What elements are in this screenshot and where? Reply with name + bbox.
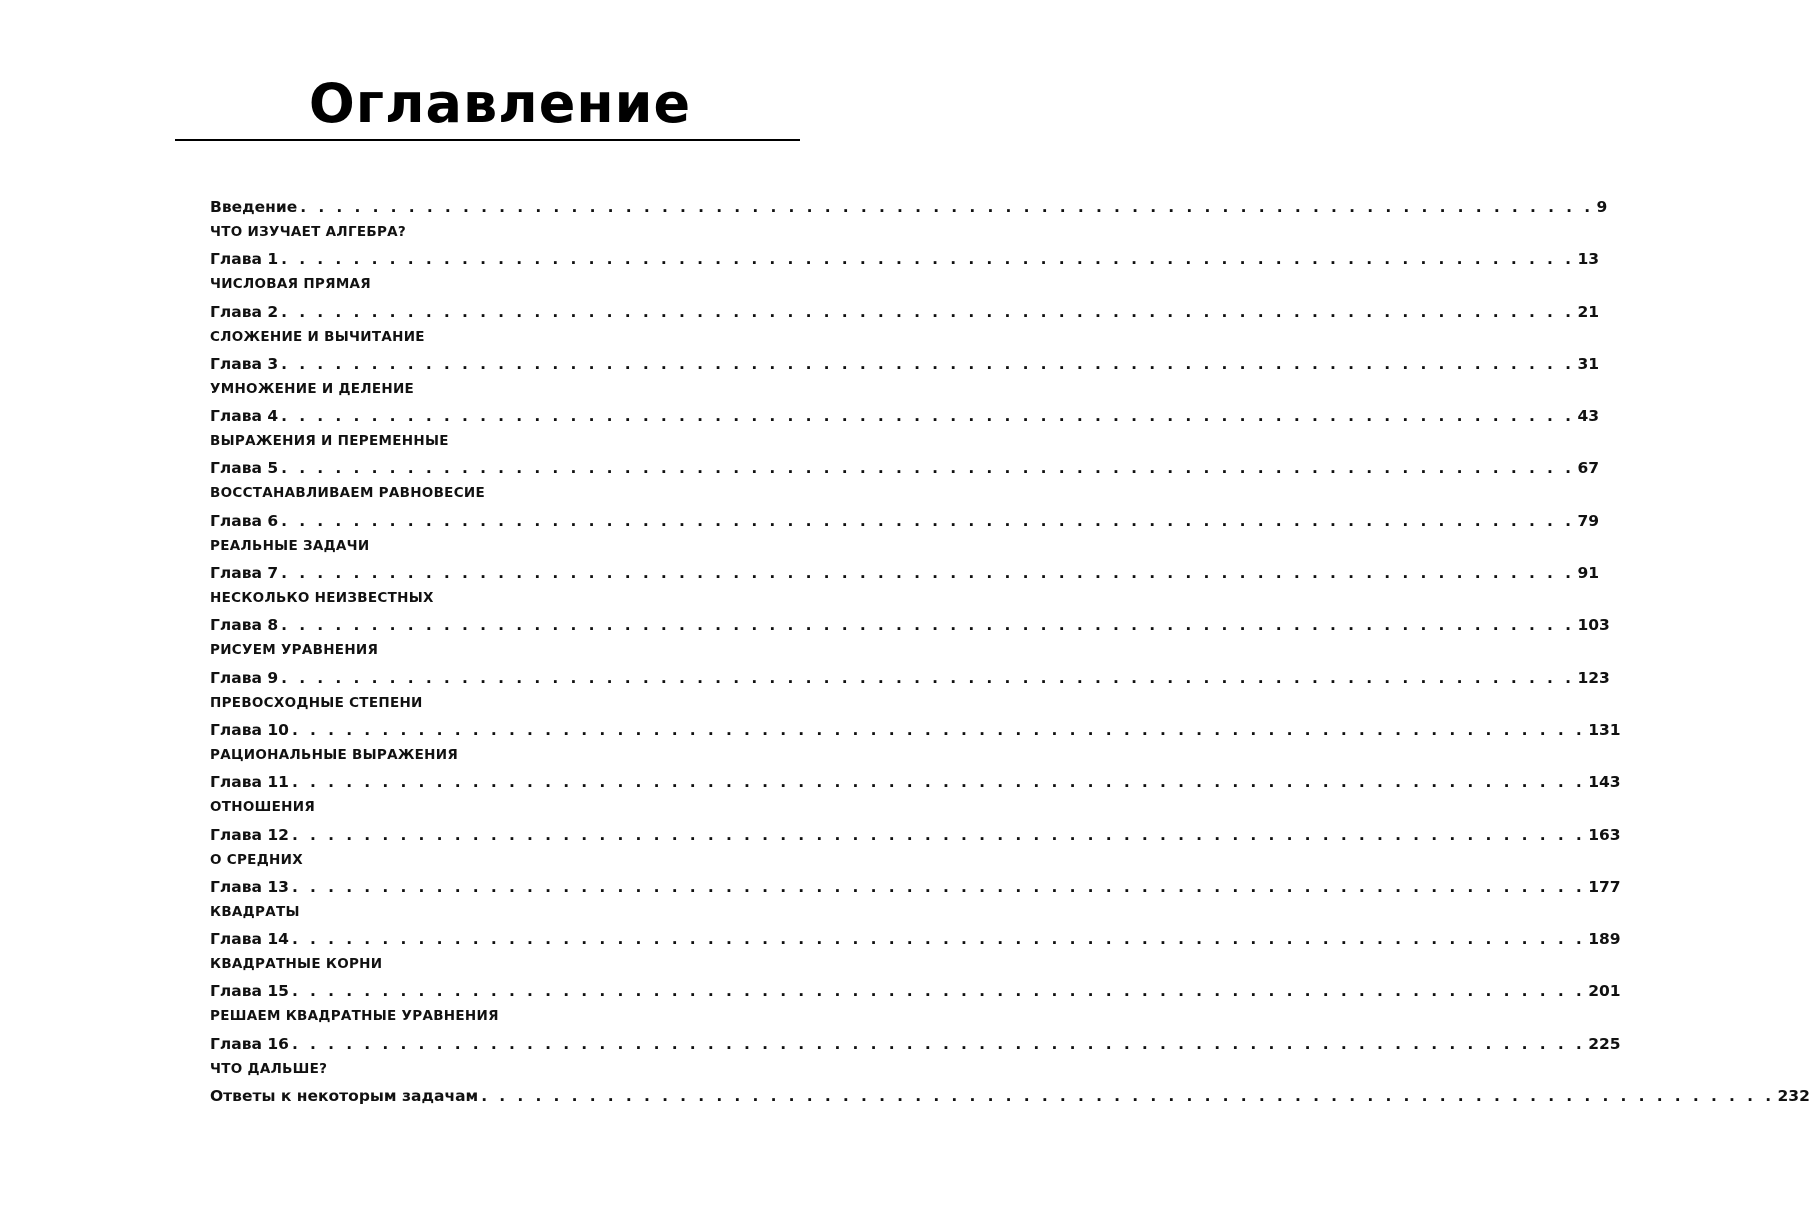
toc-page-number: 131 bbox=[1588, 720, 1621, 739]
dot-leader: . . . . . . . . . . . . . . . . . . . . . . . . . . . . . . . . . . . . . . . . . . . . . . . . . . . . . . . . . . . . . . . . . . . . . . . . bbox=[291, 930, 1586, 949]
dot-leader: . . . . . . . . . . . . . . . . . . . . . . . . . . . . . . . . . . . . . . . . . . . . . . . . . . . . . . . . . . . . . . . . . . . . . . . . bbox=[291, 877, 1586, 896]
toc-entry-label: Глава 1 bbox=[210, 250, 279, 269]
dot-leader: . . . . . . . . . . . . . . . . . . . . . . . . . . . . . . . . . . . . . . . . . . . . . . . . . . . . . . . . . . . . . . . . . . . . . . . . bbox=[291, 1034, 1586, 1053]
toc-page-number: 13 bbox=[1577, 250, 1600, 269]
dot-leader: . . . . . . . . . . . . . . . . . . . . . . . . . . . . . . . . . . . . . . . . . . . . . . . . . . . . . . . . . . . . . . . . . . . . . . . . bbox=[291, 982, 1586, 1001]
toc-entry-subtitle: УМНОЖЕНИЕ И ДЕЛЕНИЕ bbox=[210, 380, 415, 397]
dot-leader: . . . . . . . . . . . . . . . . . . . . . . . . . . . . . . . . . . . . . . . . . . . . . . . . . . . . . . . . . . . . . . . . . . . . . . . . bbox=[281, 459, 1575, 478]
toc-page-number: 163 bbox=[1588, 825, 1621, 844]
toc-entry-label: Глава 8 bbox=[210, 616, 279, 635]
toc-entry-label: Ответы к некоторым задачам bbox=[210, 1087, 479, 1106]
toc-entry-chapter-4[interactable] bbox=[210, 407, 1600, 459]
toc-entry-label: Глава 6 bbox=[210, 511, 279, 530]
toc-entry-label: Глава 3 bbox=[210, 354, 279, 373]
toc-page-number: 177 bbox=[1588, 877, 1621, 896]
dot-leader: . . . . . . . . . . . . . . . . . . . . . . . . . . . . . . . . . . . . . . . . . . . . . . . . . . . . . . . . . . . . . . . . . . . . . . . . bbox=[281, 302, 1575, 321]
toc-entry-subtitle: ВЫРАЖЕНИЯ И ПЕРЕМЕННЫЕ bbox=[210, 433, 449, 450]
toc-page-number: 31 bbox=[1577, 354, 1600, 373]
toc-entry-chapter-8[interactable] bbox=[210, 616, 1610, 668]
toc-entry-subtitle: О СРЕДНИХ bbox=[210, 851, 303, 868]
toc-page-number: 43 bbox=[1577, 407, 1600, 426]
toc-entry-label: Глава 9 bbox=[210, 668, 279, 687]
dot-leader: . . . . . . . . . . . . . . . . . . . . . . . . . . . . . . . . . . . . . . . . . . . . . . . . . . . . . . . . . . . . . . . . . . . . . . . . bbox=[291, 825, 1586, 844]
page-title: Оглавление bbox=[308, 72, 692, 135]
toc-page-number: 123 bbox=[1577, 668, 1610, 687]
toc-entry-chapter-9[interactable] bbox=[210, 668, 1610, 721]
toc-entry-label: Глава 12 bbox=[210, 825, 289, 844]
toc-page-number: 201 bbox=[1588, 982, 1621, 1001]
toc-entry-label: Глава 2 bbox=[210, 302, 279, 321]
toc-entry-subtitle: КВАДРАТЫ bbox=[210, 903, 300, 920]
toc-entry-chapter-15[interactable] bbox=[210, 982, 1621, 1034]
toc-entry-chapter-1[interactable] bbox=[210, 250, 1600, 302]
toc-entry-chapter-3[interactable] bbox=[210, 354, 1600, 407]
dot-leader: . . . . . . . . . . . . . . . . . . . . . . . . . . . . . . . . . . . . . . . . . . . . . . . . . . . . . . . . . . . . . . . . . . . . . . . . bbox=[281, 668, 1575, 687]
dot-leader: . . . . . . . . . . . . . . . . . . . . . . . . . . . . . . . . . . . . . . . . . . . . . . . . . . . . . . . . . . . . . . . . . . . . . . . . bbox=[281, 407, 1575, 426]
dot-leader: . . . . . . . . . . . . . . . . . . . . . . . . . . . . . . . . . . . . . . . . . . . . . . . . . . . . . . . . . . . . . . . . . . . . . . . . bbox=[300, 198, 1594, 216]
toc-entry-subtitle: РАЦИОНАЛЬНЫЕ ВЫРАЖЕНИЯ bbox=[210, 746, 459, 763]
toc-entry-chapter-2[interactable] bbox=[210, 302, 1600, 355]
toc-page-number: 9 bbox=[1596, 198, 1608, 216]
toc-entry-chapter-16[interactable] bbox=[210, 1034, 1621, 1087]
toc-entry-chapter-11[interactable] bbox=[210, 773, 1621, 825]
table-of-contents bbox=[210, 198, 1810, 1139]
toc-entry-chapter-10[interactable] bbox=[210, 720, 1621, 773]
toc-entry-subtitle: КВАДРАТНЫЕ КОРНИ bbox=[210, 956, 383, 973]
toc-entry-subtitle: ОТНОШЕНИЯ bbox=[210, 799, 316, 816]
toc-entry-introduction[interactable] bbox=[210, 198, 1608, 250]
toc-entry-label: Глава 13 bbox=[210, 877, 289, 896]
toc-page-number: 103 bbox=[1577, 616, 1610, 635]
toc-entry-label: Глава 15 bbox=[210, 982, 289, 1001]
dot-leader: . . . . . . . . . . . . . . . . . . . . . . . . . . . . . . . . . . . . . . . . . . . . . . . . . . . . . . . . . . . . . . . . . . . . . . . . bbox=[281, 354, 1575, 373]
dot-leader: . . . . . . . . . . . . . . . . . . . . . . . . . . . . . . . . . . . . . . . . . . . . . . . . . . . . . . . . . . . . . . . . . . . . . . . . bbox=[281, 511, 1575, 530]
toc-page-number: 189 bbox=[1588, 930, 1621, 949]
toc-entry-subtitle: ВОССТАНАВЛИВАЕМ РАВНОВЕСИЕ bbox=[210, 485, 486, 502]
toc-page-number: 21 bbox=[1577, 302, 1600, 321]
dot-leader: . . . . . . . . . . . . . . . . . . . . . . . . . . . . . . . . . . . . . . . . . . . . . . . . . . . . . . . . . . . . . . . . . . . . . . . . bbox=[291, 773, 1586, 792]
toc-entry-label: Глава 4 bbox=[210, 407, 279, 426]
toc-entry-chapter-13[interactable] bbox=[210, 877, 1621, 930]
toc-entry-label: Глава 7 bbox=[210, 564, 279, 583]
toc-page-number: 91 bbox=[1577, 564, 1600, 583]
toc-entry-chapter-12[interactable] bbox=[210, 825, 1621, 878]
toc-entry-subtitle: СЛОЖЕНИЕ И ВЫЧИТАНИЕ bbox=[210, 328, 425, 345]
toc-entry-chapter-14[interactable] bbox=[210, 930, 1621, 982]
toc-entry-subtitle: ЧТО ИЗУЧАЕТ АЛГЕБРА? bbox=[210, 224, 407, 240]
toc-entry-subtitle: ЧИСЛОВАЯ ПРЯМАЯ bbox=[210, 276, 372, 293]
toc-page-number: 232 bbox=[1777, 1087, 1810, 1106]
toc-entry-subtitle: РЕШАЕМ КВАДРАТНЫЕ УРАВНЕНИЯ bbox=[210, 1008, 499, 1025]
toc-entry-chapter-7[interactable] bbox=[210, 564, 1600, 616]
toc-entry-label: Глава 5 bbox=[210, 459, 279, 478]
toc-page-number: 225 bbox=[1588, 1034, 1621, 1053]
dot-leader: . . . . . . . . . . . . . . . . . . . . . . . . . . . . . . . . . . . . . . . . . . . . . . . . . . . . . . . . . . . . . . . . . . . . . . . . bbox=[481, 1087, 1775, 1106]
dot-leader: . . . . . . . . . . . . . . . . . . . . . . . . . . . . . . . . . . . . . . . . . . . . . . . . . . . . . . . . . . . . . . . . . . . . . . . . bbox=[281, 250, 1575, 269]
toc-page-number: 143 bbox=[1588, 773, 1621, 792]
toc-entry-label: Глава 14 bbox=[210, 930, 289, 949]
toc-page-number: 79 bbox=[1577, 511, 1600, 530]
dot-leader: . . . . . . . . . . . . . . . . . . . . . . . . . . . . . . . . . . . . . . . . . . . . . . . . . . . . . . . . . . . . . . . . . . . . . . . . bbox=[281, 616, 1575, 635]
toc-entry-label: Глава 16 bbox=[210, 1034, 289, 1053]
toc-page-number: 67 bbox=[1577, 459, 1600, 478]
toc-entry-label: Введение bbox=[210, 198, 298, 216]
toc-entry-subtitle: РЕАЛЬНЫЕ ЗАДАЧИ bbox=[210, 537, 370, 554]
toc-entry-answers[interactable] bbox=[210, 1087, 1810, 1139]
toc-entry-subtitle: ЧТО ДАЛЬШЕ? bbox=[210, 1060, 328, 1077]
toc-entry-subtitle: НЕСКОЛЬКО НЕИЗВЕСТНЫХ bbox=[210, 590, 434, 607]
dot-leader: . . . . . . . . . . . . . . . . . . . . . . . . . . . . . . . . . . . . . . . . . . . . . . . . . . . . . . . . . . . . . . . . . . . . . . . . bbox=[291, 720, 1586, 739]
toc-entry-chapter-6[interactable] bbox=[210, 511, 1600, 564]
toc-entry-subtitle: РИСУЕМ УРАВНЕНИЯ bbox=[210, 642, 379, 659]
toc-entry-label: Глава 10 bbox=[210, 720, 289, 739]
toc-entry-subtitle: ПРЕВОСХОДНЫЕ СТЕПЕНИ bbox=[210, 694, 423, 711]
title-divider bbox=[175, 139, 800, 141]
toc-entry-label: Глава 11 bbox=[210, 773, 289, 792]
toc-entry-chapter-5[interactable] bbox=[210, 459, 1600, 511]
dot-leader: . . . . . . . . . . . . . . . . . . . . . . . . . . . . . . . . . . . . . . . . . . . . . . . . . . . . . . . . . . . . . . . . . . . . . . . . bbox=[281, 564, 1575, 583]
